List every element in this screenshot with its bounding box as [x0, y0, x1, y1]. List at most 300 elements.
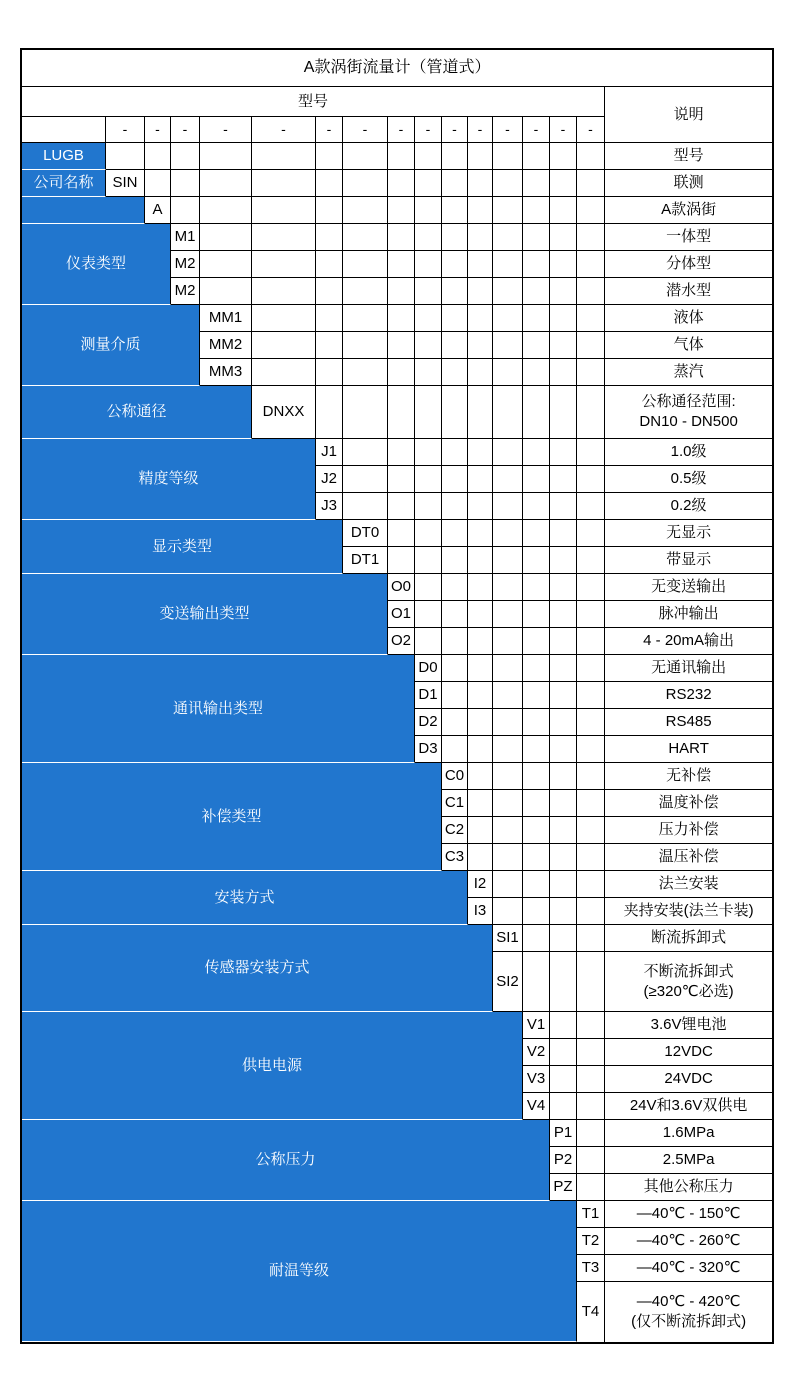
- empty-cell: [316, 305, 343, 332]
- desc-header: 说明: [605, 87, 772, 143]
- empty-cell: [468, 143, 493, 170]
- empty-cell: [523, 763, 550, 790]
- empty-cell: [550, 790, 577, 817]
- code-cell: D0: [415, 655, 442, 682]
- empty-cell: [577, 628, 605, 655]
- empty-cell: [550, 143, 577, 170]
- empty-cell: [388, 278, 415, 305]
- empty-cell: [523, 332, 550, 359]
- empty-cell: [523, 682, 550, 709]
- empty-cell: [468, 197, 493, 224]
- empty-cell: [550, 1066, 577, 1093]
- empty-cell: [442, 439, 468, 466]
- empty-cell: [442, 574, 468, 601]
- desc-cell: RS485: [605, 709, 772, 736]
- empty-cell: [493, 305, 523, 332]
- empty-cell: [493, 817, 523, 844]
- section-label: 显示类型: [22, 520, 343, 574]
- code-cell: T4: [577, 1282, 605, 1342]
- desc-cell: 24VDC: [605, 1066, 772, 1093]
- empty-cell: [343, 439, 388, 466]
- empty-cell: [415, 224, 442, 251]
- section-label: [22, 197, 145, 224]
- empty-cell: [550, 170, 577, 197]
- empty-cell: [577, 601, 605, 628]
- code-cell: D2: [415, 709, 442, 736]
- empty-cell: [468, 305, 493, 332]
- empty-cell: [493, 520, 523, 547]
- empty-cell: [343, 278, 388, 305]
- code-cell: MM2: [200, 332, 252, 359]
- empty-cell: [550, 682, 577, 709]
- empty-cell: [252, 143, 316, 170]
- empty-cell: [468, 655, 493, 682]
- empty-cell: [550, 359, 577, 386]
- empty-cell: [200, 278, 252, 305]
- empty-cell: [442, 359, 468, 386]
- empty-cell: [550, 1093, 577, 1120]
- empty-cell: [493, 763, 523, 790]
- empty-cell: [468, 628, 493, 655]
- empty-cell: [523, 655, 550, 682]
- dash-cell: -: [493, 117, 523, 143]
- desc-cell: 法兰安装: [605, 871, 772, 898]
- empty-cell: [550, 628, 577, 655]
- table-row: [22, 520, 772, 547]
- empty-cell: [415, 493, 442, 520]
- desc-cell: 3.6V锂电池: [605, 1012, 772, 1039]
- section-label: 公称压力: [22, 1120, 550, 1201]
- empty-cell: [415, 574, 442, 601]
- dash-cell: -: [523, 117, 550, 143]
- table-row: [22, 574, 772, 601]
- code-cell: SIN: [106, 170, 145, 197]
- empty-cell: [493, 493, 523, 520]
- section-label: 耐温等级: [22, 1201, 577, 1342]
- empty-cell: [577, 1120, 605, 1147]
- empty-cell: [577, 1012, 605, 1039]
- desc-cell: 无通讯输出: [605, 655, 772, 682]
- code-cell: M1: [171, 224, 200, 251]
- empty-cell: [343, 170, 388, 197]
- empty-cell: [343, 386, 388, 439]
- empty-cell: [442, 197, 468, 224]
- empty-cell: [493, 628, 523, 655]
- empty-cell: [550, 952, 577, 1012]
- empty-cell: [550, 520, 577, 547]
- empty-cell: [550, 466, 577, 493]
- code-cell: MM3: [200, 359, 252, 386]
- empty-cell: [577, 790, 605, 817]
- code-cell: V4: [523, 1093, 550, 1120]
- empty-cell: [343, 305, 388, 332]
- desc-cell: 断流拆卸式: [605, 925, 772, 952]
- empty-cell: [442, 332, 468, 359]
- empty-cell: [550, 224, 577, 251]
- desc-cell: 温度补偿: [605, 790, 772, 817]
- empty-cell: [550, 709, 577, 736]
- desc-cell: 脉冲输出: [605, 601, 772, 628]
- empty-cell: [523, 736, 550, 763]
- empty-cell: [493, 278, 523, 305]
- desc-cell: 压力补偿: [605, 817, 772, 844]
- desc-cell: 联测: [605, 170, 772, 197]
- empty-cell: [200, 170, 252, 197]
- empty-cell: [523, 601, 550, 628]
- empty-cell: [550, 439, 577, 466]
- empty-cell: [523, 278, 550, 305]
- desc-cell: 不断流拆卸式 (≥320℃必选): [605, 952, 772, 1012]
- empty-cell: [550, 655, 577, 682]
- empty-cell: [200, 143, 252, 170]
- code-cell: V2: [523, 1039, 550, 1066]
- empty-cell: [550, 1012, 577, 1039]
- empty-cell: [442, 170, 468, 197]
- empty-cell: [468, 844, 493, 871]
- desc-cell: 温压补偿: [605, 844, 772, 871]
- empty-cell: [493, 844, 523, 871]
- empty-cell: [577, 197, 605, 224]
- empty-cell: [388, 224, 415, 251]
- empty-cell: [493, 439, 523, 466]
- empty-cell: [523, 305, 550, 332]
- model-header-row: [22, 87, 772, 117]
- empty-cell: [550, 278, 577, 305]
- empty-cell: [577, 898, 605, 925]
- desc-cell: 气体: [605, 332, 772, 359]
- empty-cell: [252, 332, 316, 359]
- dash-cell: -: [577, 117, 605, 143]
- table-row: [22, 197, 772, 224]
- empty-cell: [577, 1039, 605, 1066]
- empty-cell: [493, 143, 523, 170]
- empty-cell: [550, 305, 577, 332]
- model-header: 型号: [22, 87, 605, 117]
- desc-cell: 1.6MPa: [605, 1120, 772, 1147]
- empty-cell: [468, 817, 493, 844]
- section-label: 变送输出类型: [22, 574, 388, 655]
- dash-cell: -: [388, 117, 415, 143]
- empty-cell: [468, 332, 493, 359]
- empty-cell: [577, 682, 605, 709]
- dash-cell: -: [252, 117, 316, 143]
- desc-cell: RS232: [605, 682, 772, 709]
- empty-cell: [200, 197, 252, 224]
- empty-cell: [493, 251, 523, 278]
- empty-cell: [415, 466, 442, 493]
- desc-cell: 一体型: [605, 224, 772, 251]
- empty-cell: [252, 170, 316, 197]
- empty-cell: [388, 251, 415, 278]
- section-label: 补偿类型: [22, 763, 442, 871]
- desc-cell: 夹持安装(法兰卡装): [605, 898, 772, 925]
- desc-cell: 公称通径范围: DN10 - DN500: [605, 386, 772, 439]
- empty-cell: [493, 574, 523, 601]
- desc-cell: 潜水型: [605, 278, 772, 305]
- table-row: [22, 1012, 772, 1039]
- empty-cell: [468, 386, 493, 439]
- empty-cell: [442, 278, 468, 305]
- section-label: 公司名称: [22, 170, 106, 197]
- dash-cell: -: [343, 117, 388, 143]
- empty-cell: [252, 278, 316, 305]
- empty-cell: [343, 224, 388, 251]
- empty-cell: [442, 682, 468, 709]
- empty-cell: [493, 359, 523, 386]
- empty-cell: [343, 197, 388, 224]
- empty-cell: [550, 197, 577, 224]
- empty-cell: [550, 251, 577, 278]
- empty-cell: [415, 305, 442, 332]
- dash-cell: -: [442, 117, 468, 143]
- empty-cell: [442, 386, 468, 439]
- empty-cell: [171, 197, 200, 224]
- empty-cell: [577, 547, 605, 574]
- code-cell: C0: [442, 763, 468, 790]
- empty-cell: [415, 520, 442, 547]
- empty-cell: [577, 574, 605, 601]
- empty-cell: [442, 251, 468, 278]
- empty-cell: [442, 493, 468, 520]
- desc-cell: —40℃ - 150℃: [605, 1201, 772, 1228]
- desc-cell: 12VDC: [605, 1039, 772, 1066]
- empty-cell: [316, 197, 343, 224]
- empty-cell: [388, 143, 415, 170]
- empty-cell: [550, 763, 577, 790]
- code-cell: O2: [388, 628, 415, 655]
- code-cell: J2: [316, 466, 343, 493]
- table-row: [22, 925, 772, 952]
- empty-cell: [493, 898, 523, 925]
- empty-cell: [415, 170, 442, 197]
- empty-cell: [523, 170, 550, 197]
- empty-cell: [550, 493, 577, 520]
- desc-cell: 24V和3.6V双供电: [605, 1093, 772, 1120]
- empty-cell: [577, 736, 605, 763]
- empty-cell: [577, 278, 605, 305]
- code-cell: M2: [171, 251, 200, 278]
- desc-cell: —40℃ - 260℃: [605, 1228, 772, 1255]
- empty-cell: [493, 547, 523, 574]
- table-row: [22, 224, 772, 251]
- code-cell: V1: [523, 1012, 550, 1039]
- code-cell: O1: [388, 601, 415, 628]
- empty-cell: [252, 197, 316, 224]
- empty-cell: [523, 143, 550, 170]
- empty-cell: [577, 817, 605, 844]
- code-cell: SI2: [493, 952, 523, 1012]
- desc-cell: 其他公称压力: [605, 1174, 772, 1201]
- empty-cell: [550, 386, 577, 439]
- empty-cell: [523, 520, 550, 547]
- empty-cell: [468, 547, 493, 574]
- desc-cell: 无补偿: [605, 763, 772, 790]
- code-cell: C1: [442, 790, 468, 817]
- empty-cell: [493, 655, 523, 682]
- desc-cell: 2.5MPa: [605, 1147, 772, 1174]
- empty-cell: [468, 574, 493, 601]
- empty-cell: [550, 844, 577, 871]
- empty-cell: [577, 224, 605, 251]
- desc-cell: 带显示: [605, 547, 772, 574]
- empty-cell: [493, 224, 523, 251]
- empty-cell: [523, 844, 550, 871]
- empty-cell: [388, 520, 415, 547]
- code-cell: J1: [316, 439, 343, 466]
- empty-cell: [577, 925, 605, 952]
- code-cell: D3: [415, 736, 442, 763]
- table-row: [22, 871, 772, 898]
- empty-cell: [523, 952, 550, 1012]
- empty-cell: [415, 359, 442, 386]
- table-row: [22, 439, 772, 466]
- dash-cell: -: [145, 117, 171, 143]
- empty-cell: [442, 709, 468, 736]
- empty-cell: [316, 170, 343, 197]
- empty-cell: [415, 197, 442, 224]
- empty-cell: [442, 628, 468, 655]
- empty-cell: [523, 817, 550, 844]
- empty-cell: [343, 251, 388, 278]
- empty-cell: [577, 493, 605, 520]
- table-row: [22, 763, 772, 790]
- empty-cell: [523, 574, 550, 601]
- empty-cell: [577, 332, 605, 359]
- empty-cell: [493, 332, 523, 359]
- empty-cell: [442, 143, 468, 170]
- empty-cell: [523, 386, 550, 439]
- empty-cell: [577, 143, 605, 170]
- code-cell: P2: [550, 1147, 577, 1174]
- dash-cell: -: [468, 117, 493, 143]
- empty-cell: [468, 601, 493, 628]
- empty-cell: [415, 386, 442, 439]
- empty-cell: [468, 466, 493, 493]
- empty-cell: [550, 574, 577, 601]
- section-label: 通讯输出类型: [22, 655, 415, 763]
- empty-cell: [415, 332, 442, 359]
- code-cell: J3: [316, 493, 343, 520]
- empty-cell: [316, 251, 343, 278]
- desc-cell: 0.2级: [605, 493, 772, 520]
- empty-cell: [343, 466, 388, 493]
- empty-cell: [442, 224, 468, 251]
- empty-cell: [577, 305, 605, 332]
- empty-cell: [468, 493, 493, 520]
- empty-cell: [468, 709, 493, 736]
- empty-cell: [550, 925, 577, 952]
- empty-cell: [388, 493, 415, 520]
- code-cell: V3: [523, 1066, 550, 1093]
- desc-cell: 分体型: [605, 251, 772, 278]
- desc-cell: —40℃ - 320℃: [605, 1255, 772, 1282]
- code-cell: I2: [468, 871, 493, 898]
- empty-cell: [523, 493, 550, 520]
- empty-cell: [316, 143, 343, 170]
- empty-cell: [577, 1174, 605, 1201]
- empty-cell: [316, 359, 343, 386]
- empty-cell: [343, 359, 388, 386]
- code-cell: I3: [468, 898, 493, 925]
- empty-cell: [468, 251, 493, 278]
- empty-cell: [415, 547, 442, 574]
- empty-cell: [468, 224, 493, 251]
- empty-cell: [388, 305, 415, 332]
- empty-cell: [200, 251, 252, 278]
- empty-cell: [577, 439, 605, 466]
- empty-cell: [388, 439, 415, 466]
- empty-cell: [550, 332, 577, 359]
- empty-cell: [577, 359, 605, 386]
- empty-cell: [252, 251, 316, 278]
- section-label: 精度等级: [22, 439, 316, 520]
- empty-cell: [577, 844, 605, 871]
- empty-cell: [523, 925, 550, 952]
- empty-cell: [442, 547, 468, 574]
- empty-cell: [493, 709, 523, 736]
- section-label: 供电电源: [22, 1012, 523, 1120]
- empty-cell: [523, 466, 550, 493]
- section-label: 测量介质: [22, 305, 200, 386]
- empty-cell: [442, 655, 468, 682]
- empty-cell: [442, 736, 468, 763]
- empty-cell: [523, 359, 550, 386]
- desc-cell: HART: [605, 736, 772, 763]
- table-row: [22, 1120, 772, 1147]
- empty-cell: [493, 736, 523, 763]
- empty-cell: [252, 305, 316, 332]
- empty-cell: [523, 197, 550, 224]
- section-label: 仪表类型: [22, 224, 171, 305]
- empty-cell: [523, 224, 550, 251]
- empty-cell: [442, 466, 468, 493]
- code-cell: A: [145, 197, 171, 224]
- empty-cell: [145, 143, 171, 170]
- empty-cell: [200, 224, 252, 251]
- empty-cell: [577, 655, 605, 682]
- code-cell: M2: [171, 278, 200, 305]
- empty-cell: [415, 278, 442, 305]
- empty-cell: [577, 709, 605, 736]
- empty-cell: [468, 278, 493, 305]
- table-row: [22, 655, 772, 682]
- empty-cell: [415, 143, 442, 170]
- empty-cell: [171, 143, 200, 170]
- empty-cell: [493, 601, 523, 628]
- empty-cell: [316, 332, 343, 359]
- empty-cell: [316, 386, 343, 439]
- desc-cell: 蒸汽: [605, 359, 772, 386]
- code-cell: DT1: [343, 547, 388, 574]
- empty-cell: [22, 117, 106, 143]
- empty-cell: [577, 763, 605, 790]
- code-cell: T2: [577, 1228, 605, 1255]
- desc-cell: 无显示: [605, 520, 772, 547]
- empty-cell: [415, 251, 442, 278]
- selection-table: [20, 48, 774, 1344]
- desc-cell: 1.0级: [605, 439, 772, 466]
- empty-cell: [442, 601, 468, 628]
- code-cell: O0: [388, 574, 415, 601]
- empty-cell: [415, 601, 442, 628]
- empty-cell: [388, 547, 415, 574]
- desc-cell: —40℃ - 420℃ (仅不断流拆卸式): [631, 1293, 747, 1330]
- empty-cell: [468, 170, 493, 197]
- empty-cell: [523, 871, 550, 898]
- empty-cell: [442, 520, 468, 547]
- empty-cell: [523, 898, 550, 925]
- desc-cell: A款涡街: [605, 197, 772, 224]
